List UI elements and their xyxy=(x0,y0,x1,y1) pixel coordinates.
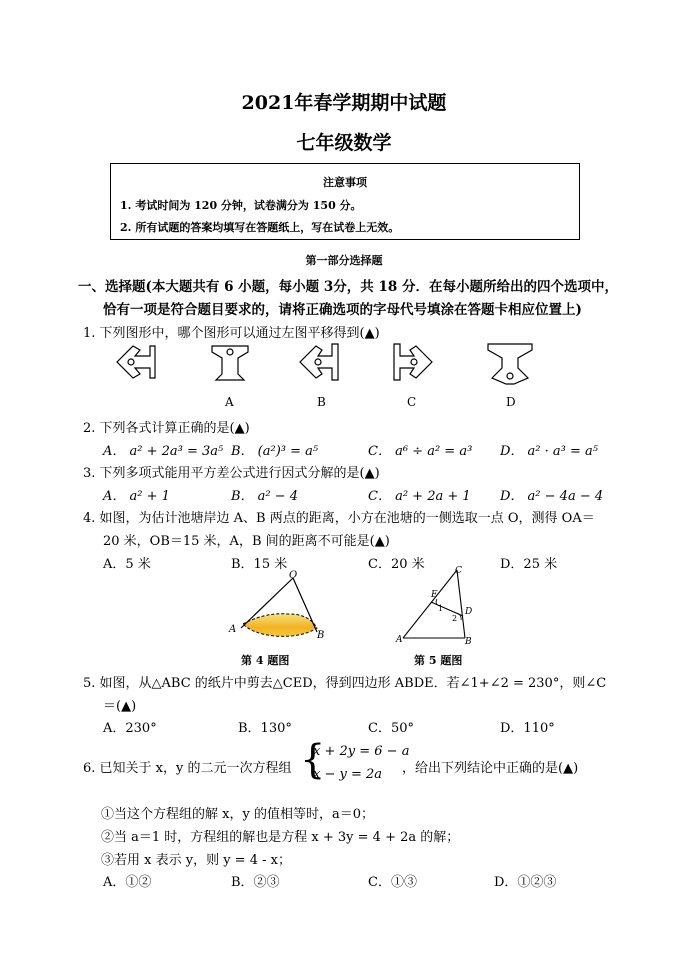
q2-option-c: C． a⁶ ÷ a² = a³ xyxy=(368,444,473,459)
q5-option-d: D．110° xyxy=(500,721,555,736)
q1-stem: 1. 下列图形中，哪个图形可以通过左图平移得到(▲) xyxy=(83,326,380,341)
q6-stem-before: 6. 已知关于 x，y 的二元一次方程组 xyxy=(83,761,292,776)
fig4-label-o: O xyxy=(289,570,298,581)
q6-stem-after: ，给出下列结论中正确的是(▲) xyxy=(402,761,579,776)
q1-original-shape xyxy=(117,346,155,378)
q3-stem: 3. 下列多项式能用平方差公式进行因式分解的是(▲) xyxy=(83,466,380,481)
q1-label-d: D xyxy=(506,395,516,409)
q4-stem-line-2: 20 米，OB＝15 米，A，B 间的距离不可能是(▲) xyxy=(103,534,390,549)
q2-option-a: A． a² + 2a³ = 3a⁵ xyxy=(103,444,224,459)
fig5-label-b: B xyxy=(465,637,472,647)
q1-option-b-shape xyxy=(300,344,338,380)
q6-equation-2: x − y = 2a xyxy=(313,767,383,782)
q1-label-b: B xyxy=(317,395,326,409)
q6-option-c: C．①③ xyxy=(368,875,417,890)
q3-option-d: D． a² − 4a − 4 xyxy=(500,489,604,504)
fig5-label-d: D xyxy=(465,607,473,617)
notice-line-1: 1. 考试时间为 120 分钟，试卷满分为 150 分。 xyxy=(120,199,362,212)
fig4-label-a: A xyxy=(229,624,237,635)
fig5-label-a: A xyxy=(396,635,403,645)
q5-stem-line-1: 5. 如图，从△ABC 的纸片中剪去△CED，得到四边形 ABDE．若∠1+∠2 = 230°，则∠C xyxy=(83,676,607,691)
q4-option-b: B．15 米 xyxy=(231,557,288,572)
q4-stem-line-1: 4. 如图，为估计池塘岸边 A、B 两点的距离，小方在池塘的一侧选取一点 O，测得 OA＝ xyxy=(83,511,595,526)
q5-option-c: C．50° xyxy=(368,721,414,736)
q4-option-c: C．20 米 xyxy=(368,557,425,572)
figure-4 xyxy=(225,568,335,648)
fig5-label-e: E xyxy=(431,590,438,600)
q2-option-b: B． (a²)³ = a⁵ xyxy=(231,444,319,459)
fig5-label-1: 1 xyxy=(438,604,444,613)
notice-title: 注意事项 xyxy=(323,176,367,189)
q1-option-d-shape xyxy=(488,344,532,384)
q2-stem: 2. 下列各式计算正确的是(▲) xyxy=(83,421,250,436)
q5-stem-line-2: ＝(▲) xyxy=(103,699,137,714)
q6-item-1: ①当这个方程组的解 x，y 的值相等时，a＝0； xyxy=(101,807,374,822)
q6-equation-1: x + 2y = 6 − a xyxy=(313,744,410,759)
page-subtitle: 七年级数学 xyxy=(296,132,392,154)
fig5-label-c: C xyxy=(455,566,462,576)
notice-box xyxy=(110,163,580,240)
q1-option-c-shape xyxy=(394,344,432,380)
q3-option-c: C． a² + 2a + 1 xyxy=(368,489,471,504)
section-heading-line-1: 一、选择题(本大题共有 6 小题，每小题 3分，共 18 分．在每小题所给出的四个选项中， xyxy=(78,279,618,295)
q4-option-a: A．5 米 xyxy=(103,557,151,572)
q1-label-c: C xyxy=(407,395,417,409)
q6-item-2: ②当 a＝1 时，方程组的解也是方程 x + 3y = 4 + 2a 的解； xyxy=(101,830,460,845)
figure-4-caption: 第 4 题图 xyxy=(241,654,290,667)
notice-line-2: 2. 所有试题的答案均填写在答题纸上，写在试卷上无效。 xyxy=(120,221,400,234)
fig4-label-b: B xyxy=(317,630,325,641)
q4-option-d: D．25 米 xyxy=(500,557,558,572)
page-title: 2021年春学期期中试题 xyxy=(241,92,447,114)
q6-item-3: ③若用 x 表示 y，则 y = 4 - x； xyxy=(101,853,291,868)
figure-5 xyxy=(393,564,483,648)
q2-option-d: D． a² · a³ = a⁵ xyxy=(500,444,598,459)
q6-option-b: B．②③ xyxy=(231,875,280,890)
q6-brace: { xyxy=(300,737,326,783)
q5-option-a: A．230° xyxy=(103,721,157,736)
q6-option-d: D．①②③ xyxy=(494,875,557,890)
figure-5-caption: 第 5 题图 xyxy=(414,654,463,667)
q1-figures xyxy=(105,338,535,390)
q5-option-b: B．130° xyxy=(238,721,292,736)
section-heading-line-2: 恰有一项是符合题目要求的，请将正确选项的字母代号填涂在答题卡相应位置上) xyxy=(103,302,582,318)
fig5-label-2: 2 xyxy=(452,614,458,623)
q1-option-a-shape xyxy=(212,346,248,380)
q3-option-a: A． a² + 1 xyxy=(103,489,170,504)
q6-option-a: A．①② xyxy=(103,875,152,890)
q1-label-a: A xyxy=(225,395,234,409)
part-title: 第一部分选择题 xyxy=(305,254,383,267)
q3-option-b: B． a² − 4 xyxy=(231,489,299,504)
